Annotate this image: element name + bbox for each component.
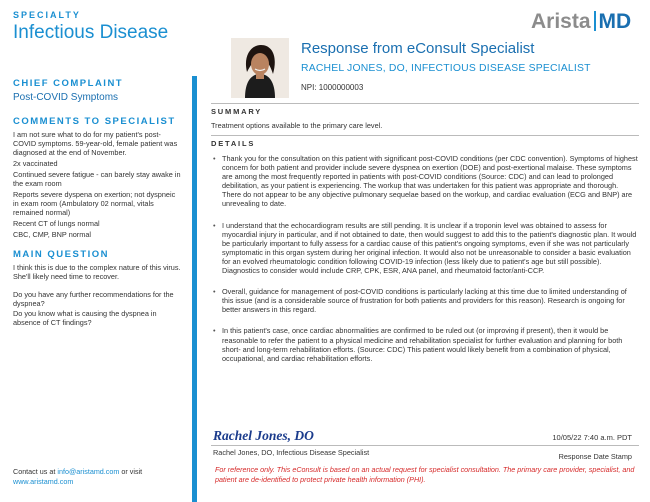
comments-to-specialist — [13, 130, 181, 239]
details-heading: DETAILS — [211, 135, 639, 148]
chief-complaint-heading: CHIEF COMPLAINT — [13, 78, 124, 89]
disclaimer-text: For reference only. This eConsult is based on an actual request for specialist consultation. The primary care provider, specialist, and patient are de-identified to protect private health information (PHI). — [215, 465, 635, 484]
aristamd-logo — [531, 10, 631, 34]
response-title: Response from eConsult Specialist — [301, 40, 535, 57]
details-list — [213, 154, 639, 363]
contact-prefix: Contact us at — [13, 467, 58, 476]
contact-info — [13, 467, 142, 486]
details-item: • I understand that the echocardiogram results are still pending. It is unclear if a troponin level was obtained to assess for myocardial injury in particular, and if not obtained to date, then would suggest to add this to the patient's diagnostic plan. It would be particularly important to fully assess for a cardiac cause of this patient's ongoing symptoms, even if she was not particularly symptomatic in this organ system during her original infection. It would also not be unreasonable to consider a basic evaluation for an evolved rheumatologic condition following COVID-19 infection (less likely due to patient's age but still possible). Diagnostics to consider would include CRP, CPK, ESR, ANA panel, and rheumatoid factor/anti-CCP. — [213, 221, 639, 276]
comment-line: Reports severe dyspena on exertion; not dyspneic in exam room (Ambulatory 02 normal, vitals remained normal) — [13, 189, 176, 218]
left-column — [0, 0, 192, 502]
logo-text-arista: Arista — [531, 10, 591, 33]
specialist-name: RACHEL JONES, DO, INFECTIOUS DISEASE SPECIALIST — [301, 63, 591, 74]
comment-line: 2x vaccinated — [13, 159, 58, 169]
details-item: • Thank you for the consultation on this patient with significant post-COVID conditions (per CDC convention). Symptoms of highest concern for both patient and provider include severe dyspnea on exertion (DOE) and post-exertional malaise. These symptoms are among the most frequently reported in patients with post-COVID conditions (Source: CDC) and can lead to prolonged debilitation, as your patient is experiencing. The workup that was undertaken for this patient was appropriate and thorough. There do not appear to be any objective pulmonary sequelae based on the workup, and cardiac evaluation (ECG and BNP) are unrevealing to date. — [213, 154, 639, 209]
specialty-label: SPECIALTY — [13, 10, 81, 20]
logo-text-md: MD — [598, 10, 632, 33]
question-line: Do you have any further recommendations for the dyspnea? — [13, 290, 174, 309]
contact-email-link[interactable]: info@aristamd.com — [57, 467, 120, 476]
comment-line: Continued severe fatigue - can barely stay awake in the exam room — [13, 169, 181, 189]
website-link[interactable]: www.aristamd.com — [13, 476, 74, 486]
response-datetime: 10/05/22 7:40 a.m. PDT — [552, 433, 632, 442]
comment-line: Recent CT of lungs normal — [13, 218, 100, 228]
question-line: I think this is due to the complex nature of this virus. She'll likely need time to recover. — [13, 262, 181, 281]
comments-heading: COMMENTS TO SPECIALIST — [13, 116, 176, 127]
column-divider — [192, 76, 197, 502]
details-item: • In this patient's case, once cardiac abnormalities are confirmed to be ruled out (or improving if present), then it would be reasonable to refer the patient to a physical medicine and rehabilitation specialist for further evaluation and planning for both short- and long-term rehabilitation efforts. (Source: CDC) This patient would likely benefit from a combination of physical, occupational, and cardiac rehabilitation efforts. — [213, 326, 639, 362]
response-date-stamp-label: Response Date Stamp — [558, 452, 632, 461]
main-question-heading: MAIN QUESTION — [13, 248, 110, 260]
specialist-npi: NPI: 1000000003 — [301, 83, 364, 92]
summary-text: Treatment options available to the primary care level. — [211, 121, 383, 130]
main-question — [13, 263, 183, 327]
comment-line: I am not sure what to do for my patient's post-COVID symptoms. 59-year-old, female patient was diagnosed at the end of November. — [13, 130, 178, 158]
comment-line: CBC, CMP, BNP normal — [13, 229, 91, 239]
question-line: Do you know what is causing the dyspnea in absence of CT findings? — [13, 308, 157, 327]
summary-heading: SUMMARY — [211, 103, 639, 116]
details-item: • Overall, guidance for management of post-COVID conditions is particularly lacking at this time due to limited understanding of this issue (and is a considerable source of frustration for both patients and providers for this reason). Research is ongoing for better answers in this regard. — [213, 287, 639, 314]
logo-separator — [594, 11, 596, 31]
contact-suffix: or visit — [119, 467, 143, 476]
signature-printed-name: Rachel Jones, DO, Infectious Disease Specialist — [213, 448, 370, 457]
specialty-name: Infectious Disease — [13, 22, 169, 43]
specialist-avatar — [231, 38, 289, 98]
signature-divider — [211, 445, 639, 446]
specialist-signature: Rachel Jones, DO — [213, 428, 314, 443]
chief-complaint-text: Post-COVID Symptoms — [13, 92, 119, 103]
